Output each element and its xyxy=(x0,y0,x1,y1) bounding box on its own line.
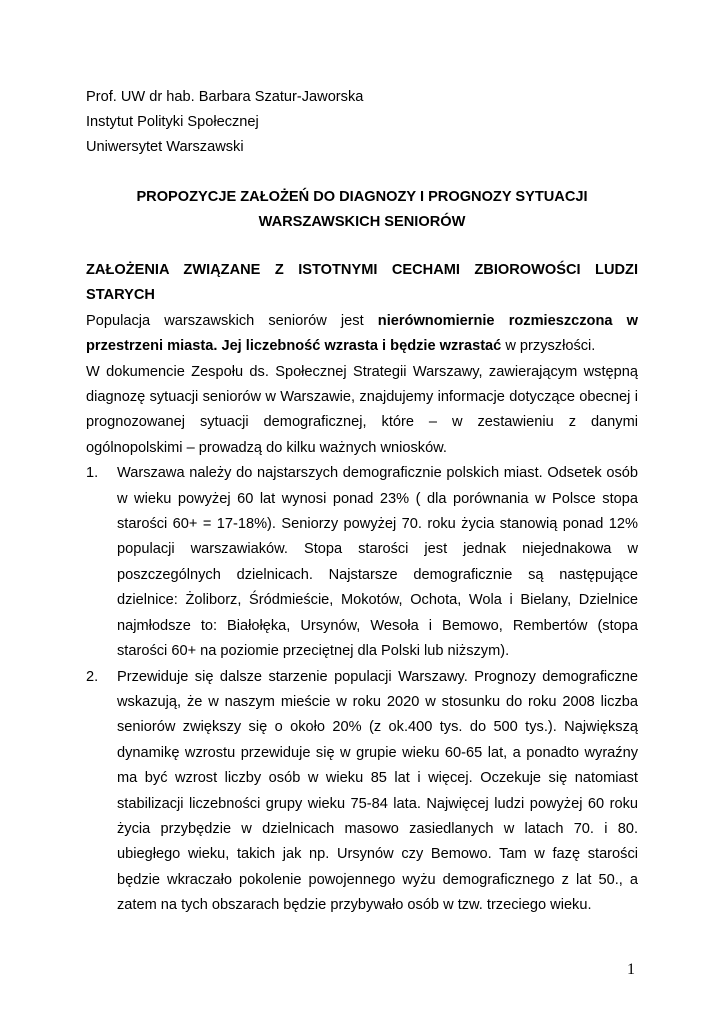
list-item xyxy=(86,665,638,919)
title-line-2: WARSZAWSKICH SENIORÓW xyxy=(258,214,466,230)
list-item xyxy=(86,461,638,664)
list-item-text: Przewiduje się dalsze starzenie populacji Warszawy. Prognozy demograficzne wskazują, że w naszym mieście w roku 2020 w stosunku do roku 2008 liczba seniorów zwiększy się o około 20% (z ok.400 tys. do 500 tys.). Największą dynamikę wzrostu przewiduje się w grupie wieku 60-65 lat, a ponadto wyraźny ma być wzrost liczby osób w wieku 85 lat i więcej. Oczekuje się natomiast stabilizacji liczebności grupy wieku 75-84 lata. Najwięcej ludzi powyżej 60 roku życia przybędzie w dzielnicach masowo zasiedlanych w latach 70. i 80. ubiegłego wieku, takich jak np. Ursynów czy Bemowo. Tam w fazę starości będzie wkraczało pokolenie powojennego wyżu demograficznego z lat 50., a zatem na tych obszarach będzie przybywało osób w tzw. trzeciego wieku. xyxy=(117,668,638,914)
page-number: 1 xyxy=(627,961,635,978)
numbered-list xyxy=(86,461,638,918)
section-heading: ZAŁOŻENIA ZWIĄZANE Z ISTOTNYMI CECHAMI ZBIOROWOŚCI LUDZI STARYCH xyxy=(86,262,638,304)
list-item-text: Warszawa należy do najstarszych demograficznie polskich miast. Odsetek osób w wieku powyżej 60 lat wynosi ponad 23% ( dla porównania w Polsce stopa starości 60+ = 17-18%). Seniorzy powyżej 70. roku życia stanowią ponad 12% populacji warszawiaków. Stopa starości jest jednak niejednakowa w poszczególnych dzielnicach. Najstarsze demograficznie są następujące dzielnice: Żoliborz, Śródmieście, Mokotów, Ochota, Wola i Bielany, Dzielnice najmłodsze to: Białołęka, Ursynów, Wesoła i Bemowo, Rembertów (stopa starości 60+ na poziomie przeciętnej dla Polski lub niższym). xyxy=(117,465,638,660)
intro-text-1: Populacja warszawskich seniorów jest xyxy=(86,312,378,329)
intro-paragraph xyxy=(86,309,638,360)
list-item-number: 2. xyxy=(86,668,99,685)
document-title xyxy=(86,185,638,235)
intro-text-2: w przyszłości. xyxy=(501,338,596,355)
title-line-1: PROPOZYCJE ZAŁOŻEŃ DO DIAGNOZY I PROGNOZY SYTUACJI xyxy=(136,189,588,205)
body-paragraph: W dokumencie Zespołu ds. Społecznej Strategii Warszawy, zawierającym wstępną diagnozę sytuacji seniorów w Warszawie, znajdujemy informacje dotyczące obecnej i prognozowanej sytuacji demograficznej, które – w zestawieniu z danymi ogólnopolskimi – prowadzą do kilku ważnych wniosków. xyxy=(86,363,638,456)
list-item-number: 1. xyxy=(86,465,99,482)
intro-bold-text: nierównomiernie rozmieszczona w przestrzeni miasta. Jej liczebność wzrasta i będzie wzrastać xyxy=(86,312,638,355)
author-university: Uniwersytet Warszawski xyxy=(86,139,244,155)
author-institute: Instytut Polityki Społecznej xyxy=(86,114,259,130)
document-body xyxy=(86,258,638,919)
author-name: Prof. UW dr hab. Barbara Szatur-Jaworska xyxy=(86,89,364,105)
author-block xyxy=(86,85,646,160)
